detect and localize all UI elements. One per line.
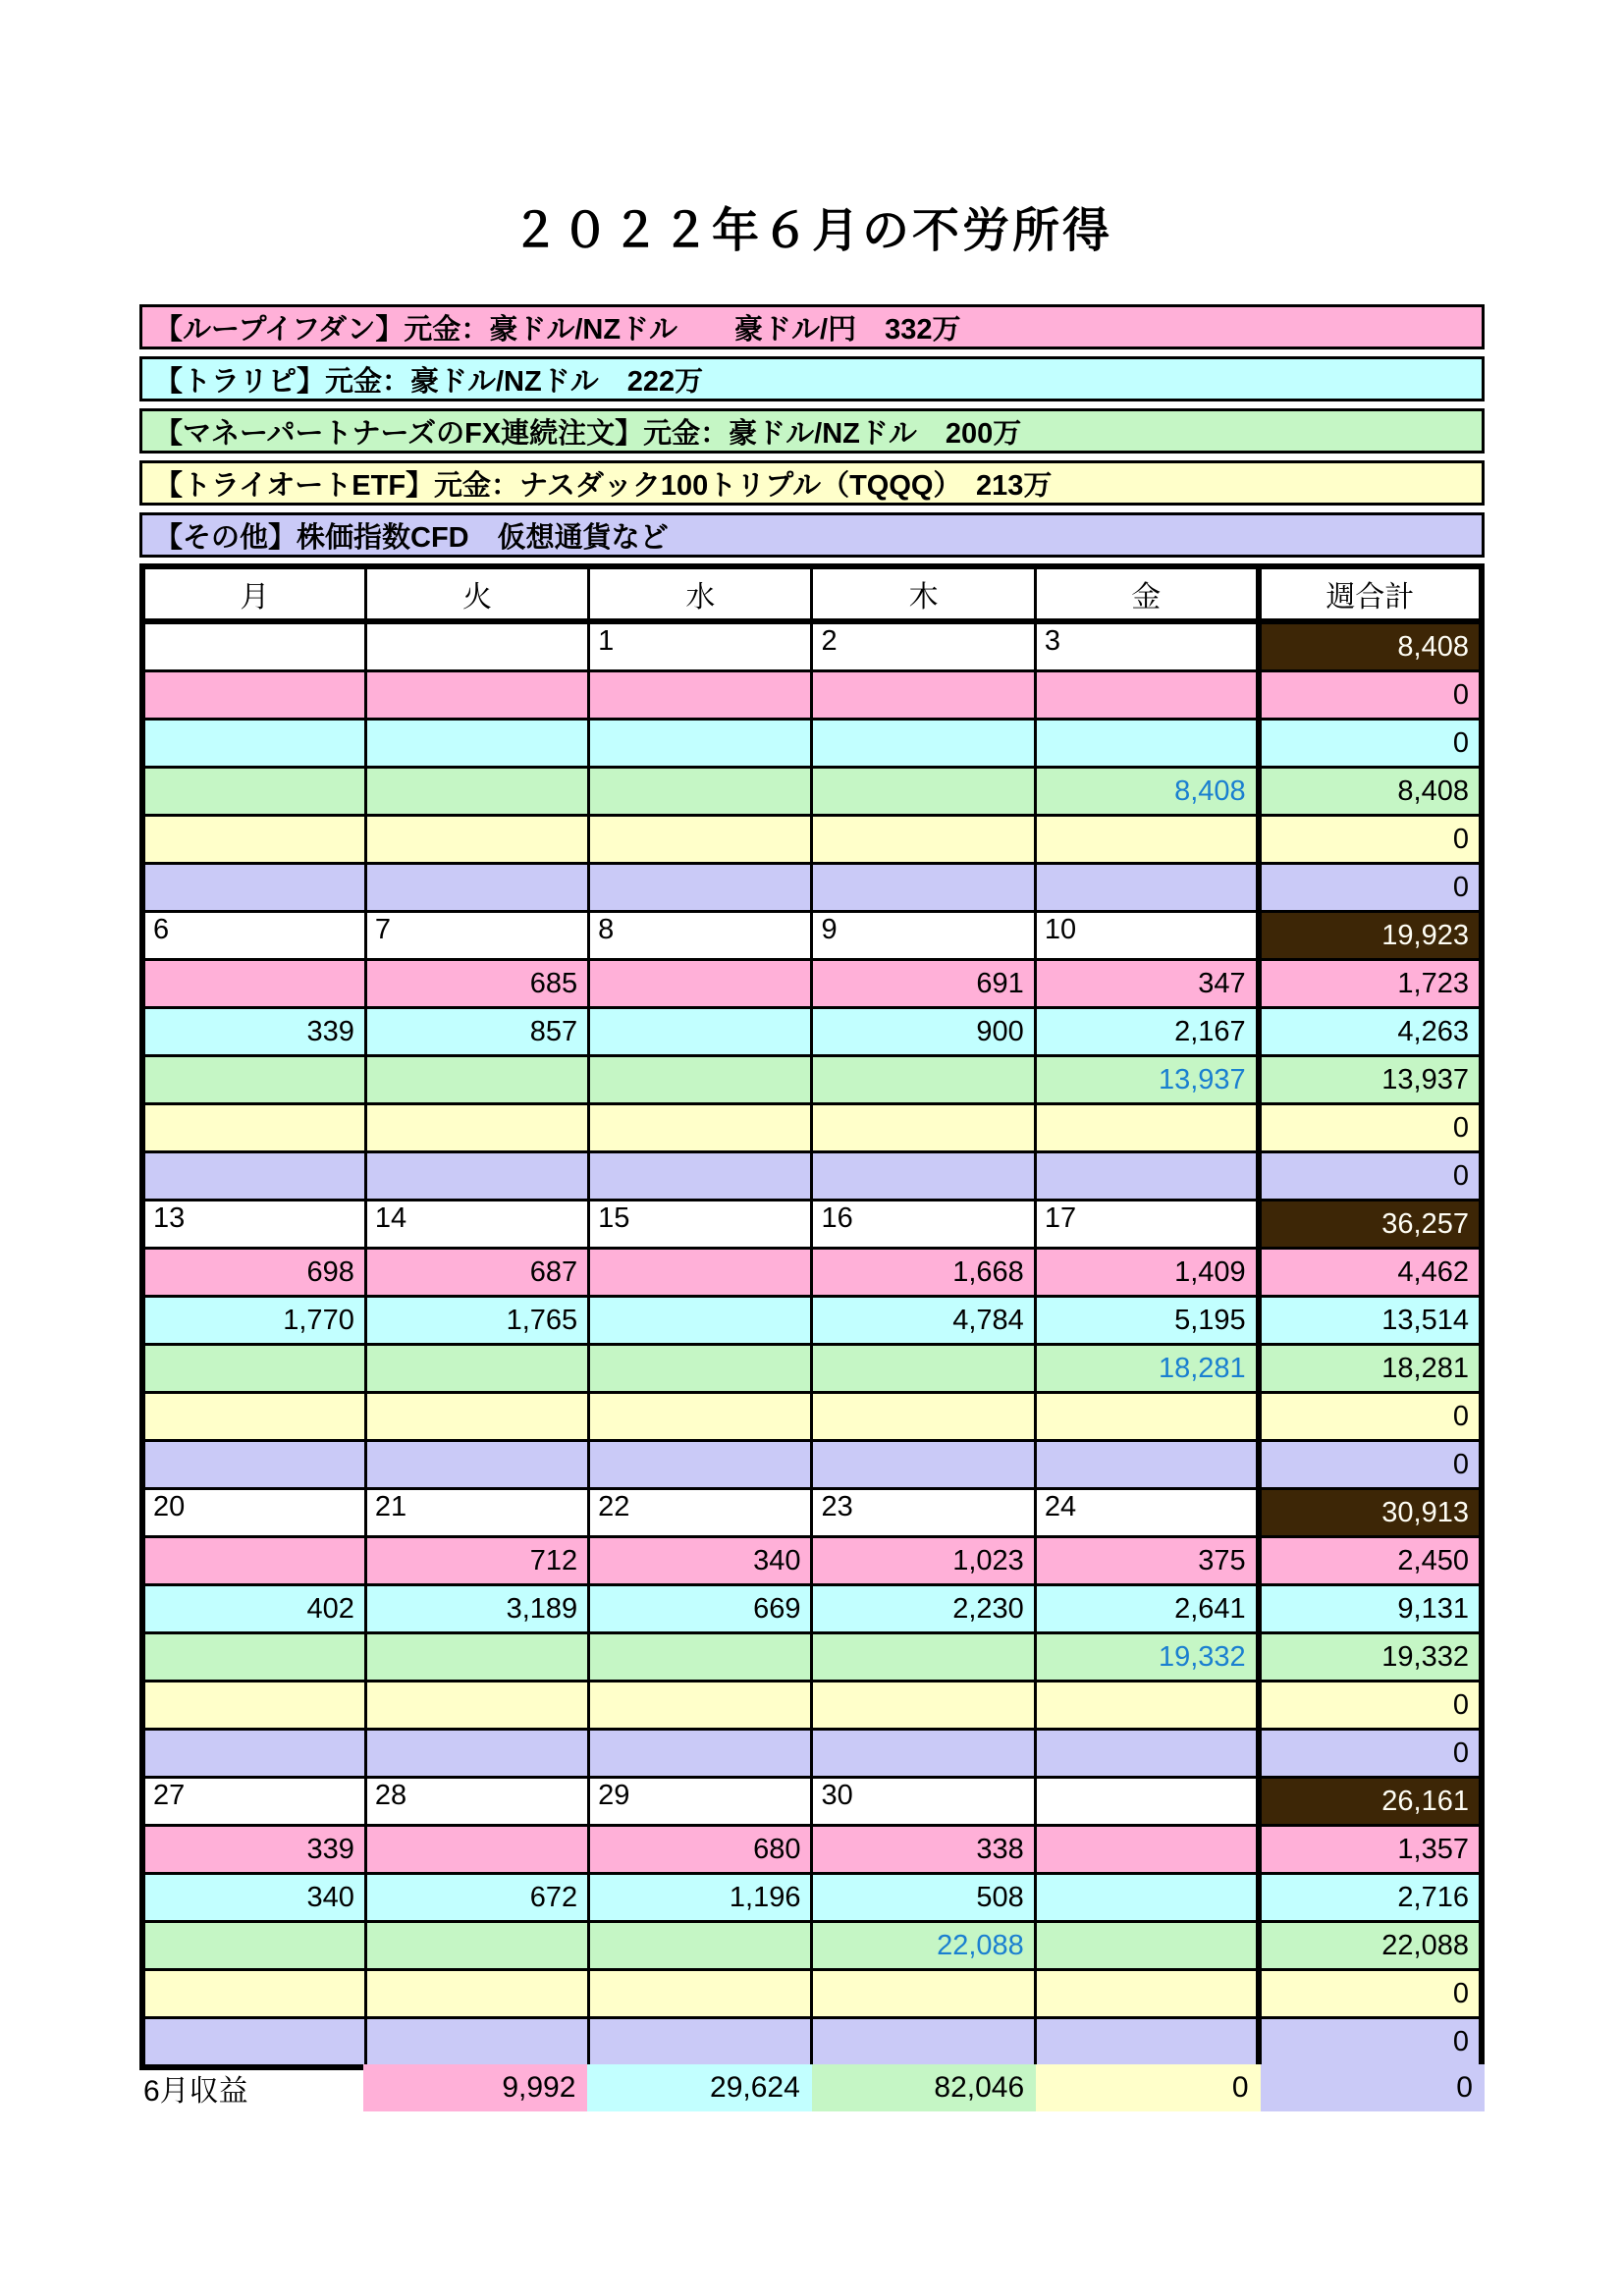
value-cell <box>142 1056 365 1104</box>
value-cell: 680 <box>589 1826 812 1874</box>
value-cell <box>142 2018 365 2068</box>
calendar-header-row <box>142 566 1482 621</box>
date-cell: 6 <box>142 912 365 960</box>
monthly-summary <box>139 2064 1485 2111</box>
value-cell: 339 <box>142 1008 365 1056</box>
category-row-pink <box>142 1826 1482 1874</box>
value-cell <box>812 864 1035 912</box>
value-cell <box>589 816 812 864</box>
week-subtotal-cell: 0 <box>1259 1441 1482 1489</box>
value-cell <box>365 1056 588 1104</box>
week-subtotal-cell: 9,131 <box>1259 1585 1482 1633</box>
value-cell: 672 <box>365 1874 588 1922</box>
date-cell: 29 <box>589 1778 812 1826</box>
category-row-cyan <box>142 1008 1482 1056</box>
value-cell <box>1035 2018 1258 2068</box>
value-cell <box>589 720 812 768</box>
week-subtotal-cell: 0 <box>1259 720 1482 768</box>
week-total-cell: 36,257 <box>1259 1201 1482 1249</box>
legend-row-purple: 【その他】株価指数CFD 仮想通貨など <box>139 512 1485 558</box>
value-cell <box>812 720 1035 768</box>
value-cell: 691 <box>812 960 1035 1008</box>
date-cell: 20 <box>142 1489 365 1537</box>
value-cell <box>589 1056 812 1104</box>
value-cell <box>812 671 1035 720</box>
value-cell <box>589 1682 812 1730</box>
value-cell <box>589 960 812 1008</box>
summary-value-cell-purple: 0 <box>1261 2064 1485 2111</box>
week-subtotal-cell: 1,723 <box>1259 960 1482 1008</box>
value-cell: 2,641 <box>1035 1585 1258 1633</box>
week-subtotal-cell: 0 <box>1259 2018 1482 2068</box>
value-cell: 375 <box>1035 1537 1258 1585</box>
value-cell <box>365 2018 588 2068</box>
value-cell <box>812 816 1035 864</box>
day-header: 水 <box>589 566 812 621</box>
value-cell <box>812 1633 1035 1682</box>
week-subtotal-cell: 0 <box>1259 1730 1482 1778</box>
value-cell <box>142 1152 365 1201</box>
date-cell: 9 <box>812 912 1035 960</box>
value-cell <box>142 720 365 768</box>
value-cell <box>1035 1922 1258 1970</box>
week-subtotal-cell: 8,408 <box>1259 768 1482 816</box>
value-cell: 13,937 <box>1035 1056 1258 1104</box>
value-cell <box>365 1104 588 1152</box>
date-cell <box>365 621 588 671</box>
value-cell <box>812 1730 1035 1778</box>
value-cell <box>365 1826 588 1874</box>
category-row-purple <box>142 1441 1482 1489</box>
value-cell <box>142 768 365 816</box>
value-cell: 19,332 <box>1035 1633 1258 1682</box>
date-cell: 27 <box>142 1778 365 1826</box>
week-subtotal-cell: 0 <box>1259 864 1482 912</box>
value-cell: 347 <box>1035 960 1258 1008</box>
value-cell: 338 <box>812 1826 1035 1874</box>
value-cell <box>365 864 588 912</box>
value-cell: 857 <box>365 1008 588 1056</box>
week-total-cell: 30,913 <box>1259 1489 1482 1537</box>
value-cell: 402 <box>142 1585 365 1633</box>
value-cell <box>1035 816 1258 864</box>
date-row <box>142 1778 1482 1826</box>
value-cell <box>589 1393 812 1441</box>
value-cell <box>142 1393 365 1441</box>
summary-value-cell-green: 82,046 <box>812 2064 1036 2111</box>
week-total-cell: 26,161 <box>1259 1778 1482 1826</box>
value-cell <box>812 1970 1035 2018</box>
summary-value-cell-yellow: 0 <box>1036 2064 1260 2111</box>
date-cell: 13 <box>142 1201 365 1249</box>
value-cell: 685 <box>365 960 588 1008</box>
week-subtotal-cell: 0 <box>1259 1393 1482 1441</box>
value-cell <box>589 1249 812 1297</box>
value-cell <box>812 1345 1035 1393</box>
category-row-yellow <box>142 816 1482 864</box>
category-row-green <box>142 1922 1482 1970</box>
value-cell <box>812 1682 1035 1730</box>
category-row-cyan <box>142 1585 1482 1633</box>
week-subtotal-cell: 2,450 <box>1259 1537 1482 1585</box>
category-row-cyan <box>142 720 1482 768</box>
value-cell <box>589 1922 812 1970</box>
date-row <box>142 912 1482 960</box>
value-cell <box>812 2018 1035 2068</box>
value-cell <box>142 960 365 1008</box>
week-total-cell: 8,408 <box>1259 621 1482 671</box>
value-cell <box>142 864 365 912</box>
week-subtotal-cell: 0 <box>1259 671 1482 720</box>
value-cell: 18,281 <box>1035 1345 1258 1393</box>
value-cell <box>142 1682 365 1730</box>
calendar-table <box>139 563 1485 2070</box>
category-row-yellow <box>142 1970 1482 2018</box>
date-cell: 15 <box>589 1201 812 1249</box>
value-cell: 2,167 <box>1035 1008 1258 1056</box>
value-cell <box>365 1152 588 1201</box>
date-cell: 28 <box>365 1778 588 1826</box>
value-cell <box>1035 1874 1258 1922</box>
day-header: 金 <box>1035 566 1258 621</box>
date-cell: 10 <box>1035 912 1258 960</box>
value-cell: 1,770 <box>142 1297 365 1345</box>
date-cell: 7 <box>365 912 588 960</box>
week-subtotal-cell: 1,357 <box>1259 1826 1482 1874</box>
value-cell <box>1035 1152 1258 1201</box>
value-cell: 669 <box>589 1585 812 1633</box>
value-cell <box>589 671 812 720</box>
date-cell: 3 <box>1035 621 1258 671</box>
value-cell <box>589 1297 812 1345</box>
week-subtotal-cell: 0 <box>1259 816 1482 864</box>
date-row <box>142 1201 1482 1249</box>
calendar-header <box>142 566 1482 621</box>
value-cell <box>812 1056 1035 1104</box>
value-cell: 339 <box>142 1826 365 1874</box>
day-header: 木 <box>812 566 1035 621</box>
date-cell: 16 <box>812 1201 1035 1249</box>
value-cell: 5,195 <box>1035 1297 1258 1345</box>
summary-value-cell-cyan: 29,624 <box>587 2064 811 2111</box>
value-cell <box>1035 1682 1258 1730</box>
date-cell: 14 <box>365 1201 588 1249</box>
category-row-pink <box>142 1249 1482 1297</box>
value-cell: 2,230 <box>812 1585 1035 1633</box>
day-header: 月 <box>142 566 365 621</box>
value-cell: 508 <box>812 1874 1035 1922</box>
legend <box>139 304 1485 564</box>
legend-row-green: 【マネーパートナーズのFX連続注文】元金：豪ドル/NZドル 200万 <box>139 408 1485 454</box>
value-cell: 1,023 <box>812 1537 1035 1585</box>
category-row-cyan <box>142 1297 1482 1345</box>
value-cell <box>812 1441 1035 1489</box>
value-cell <box>365 1922 588 1970</box>
value-cell <box>589 1633 812 1682</box>
category-row-purple <box>142 1152 1482 1201</box>
value-cell <box>365 1730 588 1778</box>
value-cell <box>1035 1104 1258 1152</box>
value-cell <box>1035 1970 1258 2018</box>
legend-row-yellow: 【トライオートETF】元金：ナスダック100トリプル（TQQQ） 213万 <box>139 460 1485 506</box>
value-cell: 1,196 <box>589 1874 812 1922</box>
value-cell <box>812 768 1035 816</box>
value-cell <box>589 1104 812 1152</box>
day-header: 火 <box>365 566 588 621</box>
category-row-green <box>142 1056 1482 1104</box>
category-row-purple <box>142 2018 1482 2068</box>
week-subtotal-cell: 4,263 <box>1259 1008 1482 1056</box>
value-cell: 1,765 <box>365 1297 588 1345</box>
value-cell <box>142 1970 365 2018</box>
date-cell <box>142 621 365 671</box>
category-row-yellow <box>142 1682 1482 1730</box>
value-cell <box>142 1441 365 1489</box>
date-row <box>142 1489 1482 1537</box>
value-cell: 3,189 <box>365 1585 588 1633</box>
week-subtotal-cell: 18,281 <box>1259 1345 1482 1393</box>
value-cell <box>1035 720 1258 768</box>
value-cell <box>365 1393 588 1441</box>
value-cell <box>365 720 588 768</box>
date-cell <box>1035 1778 1258 1826</box>
category-row-cyan <box>142 1874 1482 1922</box>
date-cell: 2 <box>812 621 1035 671</box>
summary-value-cell-pink: 9,992 <box>363 2064 587 2111</box>
category-row-pink <box>142 671 1482 720</box>
value-cell <box>589 864 812 912</box>
legend-row-pink: 【ループイフダン】元金：豪ドル/NZドル 豪ドル/円 332万 <box>139 304 1485 349</box>
value-cell: 22,088 <box>812 1922 1035 1970</box>
date-cell: 8 <box>589 912 812 960</box>
value-cell: 687 <box>365 1249 588 1297</box>
value-cell <box>142 1345 365 1393</box>
value-cell: 340 <box>142 1874 365 1922</box>
value-cell <box>589 768 812 816</box>
value-cell: 1,409 <box>1035 1249 1258 1297</box>
calendar-body <box>142 621 1482 2067</box>
value-cell <box>589 1441 812 1489</box>
category-row-pink <box>142 960 1482 1008</box>
value-cell: 1,668 <box>812 1249 1035 1297</box>
value-cell <box>365 1441 588 1489</box>
value-cell <box>589 2018 812 2068</box>
week-subtotal-cell: 2,716 <box>1259 1874 1482 1922</box>
value-cell <box>365 1345 588 1393</box>
legend-row-cyan: 【トラリピ】元金：豪ドル/NZドル 222万 <box>139 356 1485 401</box>
value-cell <box>1035 1393 1258 1441</box>
date-cell: 1 <box>589 621 812 671</box>
page-title: ２０２２年６月の不労所得 <box>511 205 1112 257</box>
value-cell <box>365 816 588 864</box>
value-cell <box>589 1730 812 1778</box>
date-cell: 23 <box>812 1489 1035 1537</box>
value-cell <box>1035 1730 1258 1778</box>
value-cell <box>589 1152 812 1201</box>
category-row-green <box>142 1345 1482 1393</box>
category-row-yellow <box>142 1393 1482 1441</box>
value-cell <box>589 1008 812 1056</box>
week-subtotal-cell: 13,937 <box>1259 1056 1482 1104</box>
week-subtotal-cell: 0 <box>1259 1970 1482 2018</box>
week-subtotal-cell: 19,332 <box>1259 1633 1482 1682</box>
date-cell: 22 <box>589 1489 812 1537</box>
value-cell <box>142 1104 365 1152</box>
value-cell <box>142 1633 365 1682</box>
value-cell: 712 <box>365 1537 588 1585</box>
value-cell <box>365 768 588 816</box>
value-cell <box>365 1970 588 2018</box>
value-cell: 8,408 <box>1035 768 1258 816</box>
week-total-cell: 19,923 <box>1259 912 1482 960</box>
value-cell <box>142 671 365 720</box>
value-cell: 4,784 <box>812 1297 1035 1345</box>
summary-label: 6月収益 <box>143 2075 248 2108</box>
value-cell <box>142 1730 365 1778</box>
category-row-yellow <box>142 1104 1482 1152</box>
value-cell <box>365 1682 588 1730</box>
value-cell <box>1035 671 1258 720</box>
date-cell: 21 <box>365 1489 588 1537</box>
value-cell <box>812 1104 1035 1152</box>
category-row-green <box>142 768 1482 816</box>
value-cell <box>812 1152 1035 1201</box>
value-cell <box>365 671 588 720</box>
week-subtotal-cell: 22,088 <box>1259 1922 1482 1970</box>
category-row-purple <box>142 1730 1482 1778</box>
value-cell: 698 <box>142 1249 365 1297</box>
value-cell <box>142 1537 365 1585</box>
value-cell <box>365 1633 588 1682</box>
category-row-pink <box>142 1537 1482 1585</box>
week-subtotal-cell: 4,462 <box>1259 1249 1482 1297</box>
value-cell <box>589 1970 812 2018</box>
value-cell <box>1035 1826 1258 1874</box>
week-subtotal-cell: 0 <box>1259 1152 1482 1201</box>
value-cell <box>142 816 365 864</box>
value-cell <box>1035 1441 1258 1489</box>
category-row-green <box>142 1633 1482 1682</box>
value-cell <box>589 1345 812 1393</box>
value-cell <box>812 1393 1035 1441</box>
week-subtotal-cell: 0 <box>1259 1104 1482 1152</box>
date-cell: 30 <box>812 1778 1035 1826</box>
category-row-purple <box>142 864 1482 912</box>
date-cell: 24 <box>1035 1489 1258 1537</box>
week-subtotal-cell: 13,514 <box>1259 1297 1482 1345</box>
value-cell <box>142 1922 365 1970</box>
week-total-header: 週合計 <box>1259 566 1482 621</box>
date-row <box>142 621 1482 671</box>
value-cell: 900 <box>812 1008 1035 1056</box>
date-cell: 17 <box>1035 1201 1258 1249</box>
value-cell <box>1035 864 1258 912</box>
week-subtotal-cell: 0 <box>1259 1682 1482 1730</box>
value-cell: 340 <box>589 1537 812 1585</box>
